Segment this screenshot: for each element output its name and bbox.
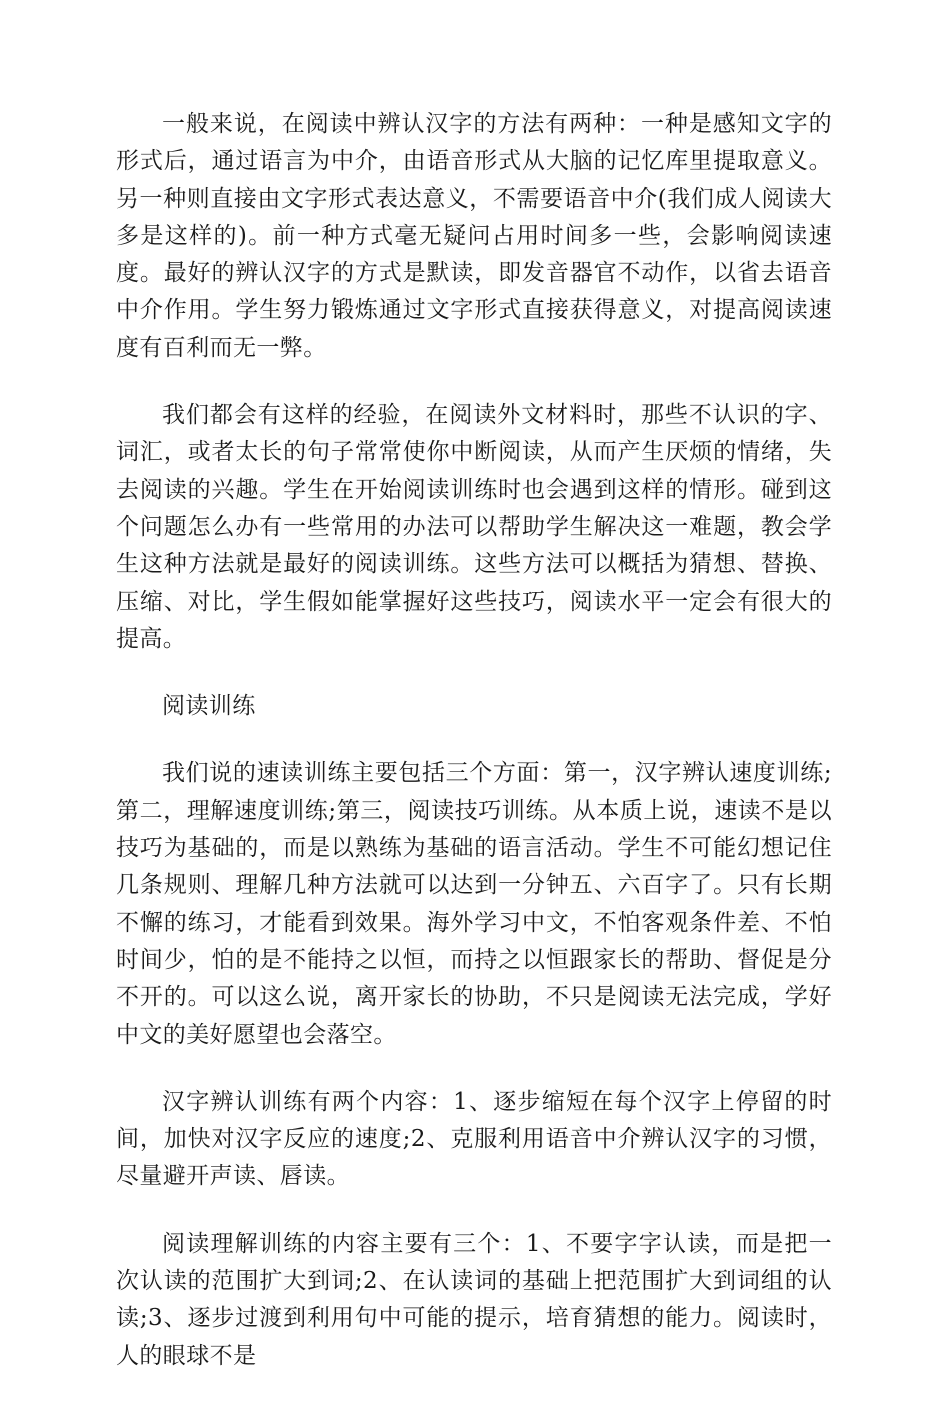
paragraph-4: 汉字辨认训练有两个内容：1、逐步缩短在每个汉字上停留的时间，加快对汉字反应的速度;2、克服利用语音中介辨认汉字的习惯，尽量避开声读、唇读。: [116, 1088, 832, 1190]
paragraph-5: 阅读理解训练的内容主要有三个：1、不要字字认读，而是把一次认读的范围扩大到词;2、在认读词的基础上把范围扩大到词组的认读;3、逐步过渡到利用句中可能的提示，培育猜想的能力。阅读时，人的眼球不是: [116, 1230, 832, 1369]
paragraph-3: 我们说的速读训练主要包括三个方面：第一，汉字辨认速度训练;第二，理解速度训练;第三，阅读技巧训练。从本质上说，速读不是以技巧为基础的，而是以熟练为基础的语言活动。学生不可能幻想记住几条规则、理解几种方法就可以达到一分钟五、六百字了。只有长期不懈的练习，才能看到效果。海外学习中文，不怕客观条件差、不怕时间少，怕的是不能持之以恒，而持之以恒跟家长的帮助、督促是分不开的。可以这么说，离开家长的协助，不只是阅读无法完成，学好中文的美好愿望也会落空。: [116, 760, 832, 1048]
document-body: [116, 106, 832, 1405]
paragraph-2: 我们都会有这样的经验，在阅读外文材料时，那些不认识的字、词汇，或者太长的句子常常使你中断阅读，从而产生厌烦的情绪，失去阅读的兴趣。学生在开始阅读训练时也会遇到这样的情形。碰到这个问题怎么办有一些常用的办法可以帮助学生解决这一难题，教会学生这种方法就是最好的阅读训练。这些方法可以概括为猜想、替换、压缩、对比，学生假如能掌握好这些技巧，阅读水平一定会有很大的提高。: [116, 402, 832, 652]
section-heading: 阅读训练: [162, 693, 256, 720]
paragraph-1: 一般来说，在阅读中辨认汉字的方法有两种：一种是感知文字的形式后，通过语言为中介，由语音形式从大脑的记忆库里提取意义。另一种则直接由文字形式表达意义，不需要语音中介(我们成人阅读大多是这样的)。前一种方式毫无疑问占用时间多一些，会影响阅读速度。最好的辨认汉字的方式是默读，即发音器官不动作，以省去语音中介作用。学生努力锻炼通过文字形式直接获得意义，对提高阅读速度有百利而无一弊。: [116, 111, 832, 361]
